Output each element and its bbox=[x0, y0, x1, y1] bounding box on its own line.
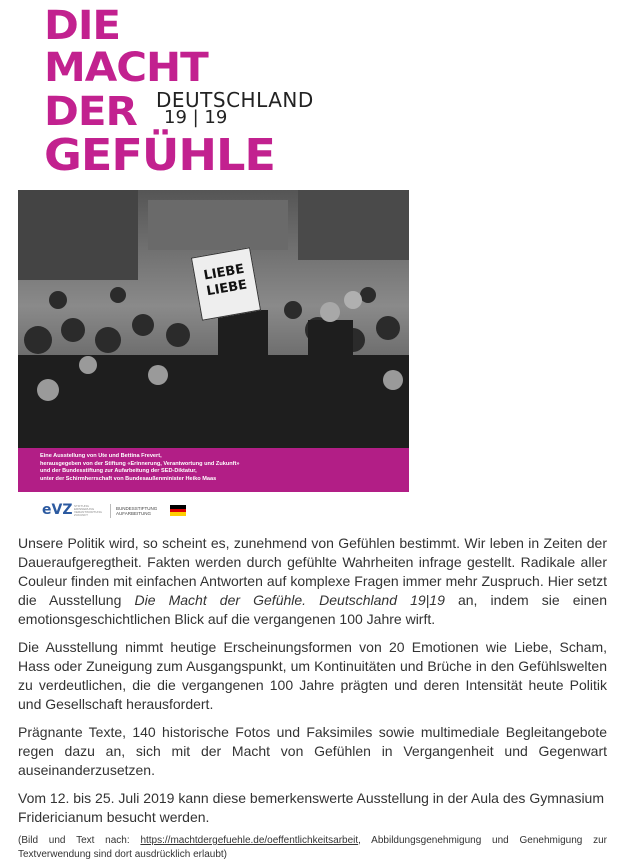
paragraph-3: Prägnante Texte, 140 historische Fotos und Faksimiles sowie multimediale Begleitangebote regen dazu an, sich mit der Macht von Gefühlen in Vergangenheit und Gegenwart auseinanderzusetzen. bbox=[18, 724, 607, 778]
poster-caption-band bbox=[18, 448, 409, 492]
paragraph-4: Vom 12. bis 25. Juli 2019 kann diese bemerkenswerte Ausstellung in der Aula des Gymnasium Fridericianum besucht werden. bbox=[18, 790, 604, 825]
logo-word-der: DER bbox=[44, 89, 137, 135]
evz-logo: eVZ bbox=[42, 502, 73, 518]
german-flag-icon bbox=[170, 505, 186, 516]
bundesstiftung-line2: AUFARBEITUNG bbox=[116, 511, 152, 516]
logo-year: 19 | 19 bbox=[164, 107, 228, 128]
article-body bbox=[18, 534, 607, 836]
image-credit bbox=[18, 834, 607, 862]
paragraph-2: Die Ausstellung nimmt heutige Erscheinungsformen von 20 Emotionen wie Liebe, Scham, Hass oder Zuneigung zum Ausgangspunkt, um Kontinuitäten und Brüche in den Gefühlswelten zu verdeutlichen, die die vergangenen 100 Jahre prägten und deren Intensität heute Politik und Gesellschaft herausfordert. bbox=[18, 639, 607, 712]
credit-prefix: (Bild und Text nach: bbox=[18, 835, 141, 846]
exhibition-logo bbox=[40, 4, 400, 184]
logo-divider bbox=[110, 504, 111, 518]
caption-line: unter der Schirmherrschaft von Bundesaußenminister Heiko Maas bbox=[40, 475, 217, 482]
paragraph-1-start: Unsere Politik wird, so scheint es, zunehmend von Gefühlen bestimmt. Wir leben in Zeiten der Daueraufgeregtheit. Fakten werden durch gefühlte Wahrheiten infrage gestellt. Radikale aller Couleur finden mit einfachen Antworten auf komplexe Fragen immer mehr Zuspruch. Hier setzt die Ausstellung bbox=[18, 535, 607, 608]
evz-logo-subtext: STIFTUNG ERINNERUNG VERANTWORTUNG ZUKUNFT bbox=[74, 504, 102, 517]
credit-link[interactable]: https://machtdergefuehle.de/oeffentlichkeitsarbeit bbox=[140, 835, 359, 846]
crowd-photo bbox=[18, 190, 409, 448]
sign-text-2: LIEBE bbox=[205, 277, 249, 300]
credit-suffix: , Abbildungsgenehmigung und Genehmigung zur Textverwendung sind dort ausdrücklich erlaubt) bbox=[18, 835, 607, 860]
exhibition-poster bbox=[18, 190, 409, 492]
caption-line: Eine Ausstellung von Ute und Bettina Frevert, bbox=[40, 453, 162, 459]
exhibition-title: Die Macht der Gefühle. Deutschland 19|19 bbox=[134, 592, 445, 608]
protest-sign bbox=[191, 247, 261, 320]
caption-line: herausgegeben von der Stiftung «Erinnerung, Verantwortung und Zukunft» bbox=[40, 460, 240, 467]
partner-logos bbox=[42, 502, 202, 520]
caption-line: und der Bundesstiftung zur Aufarbeitung der SED-Diktatur, bbox=[40, 468, 197, 475]
bundesstiftung-logo bbox=[116, 506, 157, 516]
logo-word-macht: MACHT bbox=[44, 45, 208, 91]
crowd-photo-graphic bbox=[18, 190, 409, 448]
paragraph-1 bbox=[18, 534, 607, 629]
logo-subtitle: DEUTSCHLAND bbox=[156, 88, 314, 112]
logo-word-gefuehle: GEFÜHLE bbox=[44, 130, 275, 181]
logo-word-die: DIE bbox=[44, 3, 121, 49]
paragraph-1-end: an, indem sie einen emotionsgeschichtlichen Blick auf die vergangenen 100 Jahre wirft. bbox=[18, 592, 607, 627]
bundesstiftung-line1: BUNDESSTIFTUNG bbox=[116, 506, 158, 511]
sign-text-1: LIEBE bbox=[202, 261, 246, 284]
